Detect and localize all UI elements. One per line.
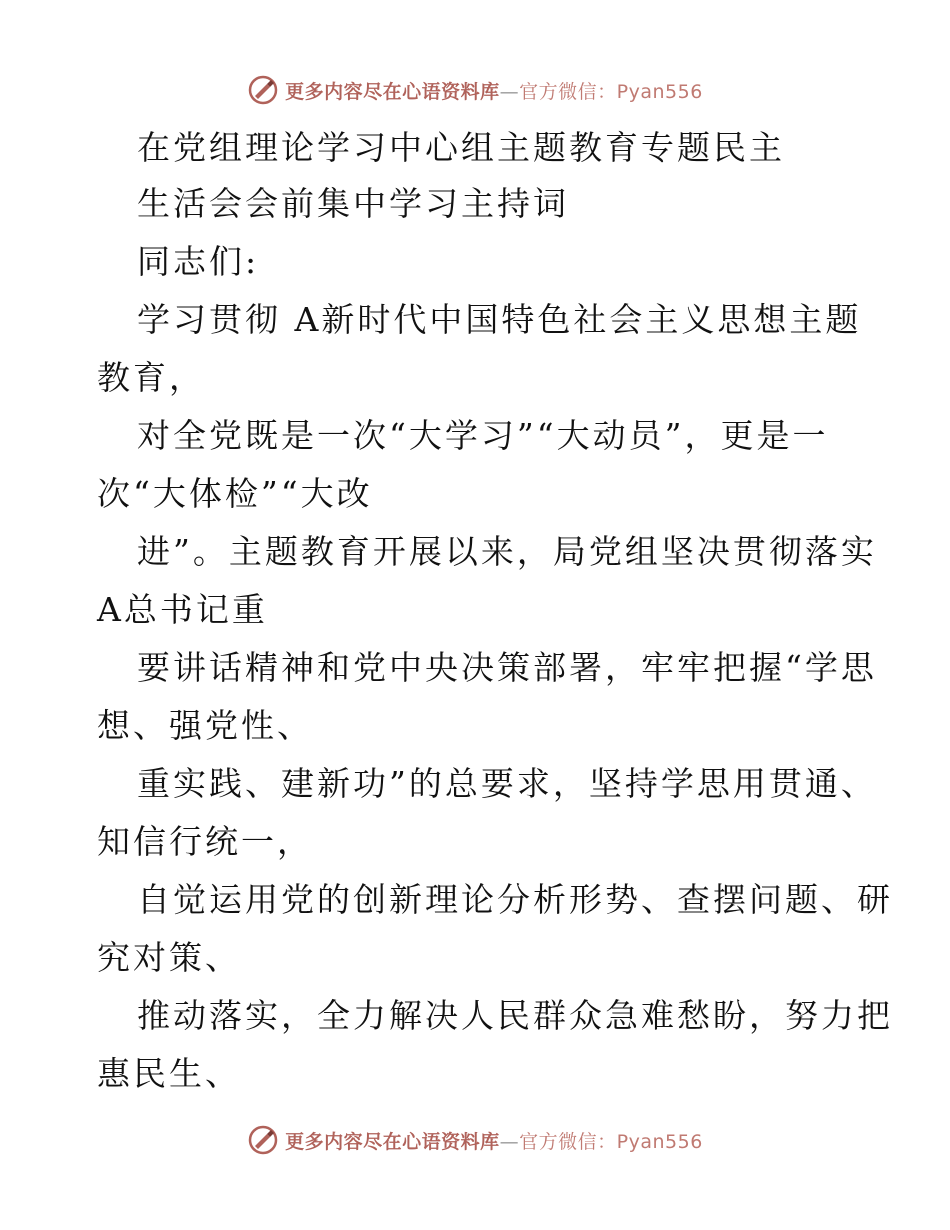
salutation: 同志们: [137, 242, 260, 281]
paragraph-line: 想、强党性、 [97, 706, 313, 745]
paragraph-line: 究对策、 [97, 938, 241, 977]
title-line-2: 生活会会前集中学习主持词 [137, 184, 569, 223]
watermark-text: 更多内容尽在心语资料库—官方微信：Pyan556 [285, 1130, 703, 1153]
paragraph-line: 要讲话精神和党中央决策部署，牢牢把握“学思 [137, 648, 877, 687]
paragraph-line: 学习贯彻 A新时代中国特色社会主义思想主题 [137, 300, 862, 339]
pen-logo-icon [247, 1124, 279, 1156]
paragraph-line: 推动落实，全力解决人民群众急难愁盼，努力把 [137, 996, 893, 1035]
footer-watermark [0, 1122, 950, 1158]
pen-logo-icon [247, 74, 279, 106]
header-watermark [0, 72, 950, 108]
paragraph-line: 对全党既是一次“大学习”“大动员”，更是一 [137, 416, 829, 455]
paragraph-line: 知信行统一， [97, 822, 313, 861]
paragraph-line: 次“大体检”“大改 [97, 474, 373, 513]
paragraph-line: 惠民生、 [97, 1054, 241, 1093]
paragraph-line: 进”。主题教育开展以来，局党组坚决贯彻落实 [137, 532, 877, 571]
paragraph-line: 自觉运用党的创新理论分析形势、查摆问题、研 [137, 880, 893, 919]
paragraph-line: 重实践、建新功”的总要求，坚持学思用贯通、 [137, 764, 877, 803]
paragraph-line: A总书记重 [97, 590, 268, 629]
watermark-text: 更多内容尽在心语资料库—官方微信：Pyan556 [285, 80, 703, 103]
title-line-1: 在党组理论学习中心组主题教育专题民主 [137, 128, 785, 167]
paragraph-line: 教育， [97, 358, 205, 397]
